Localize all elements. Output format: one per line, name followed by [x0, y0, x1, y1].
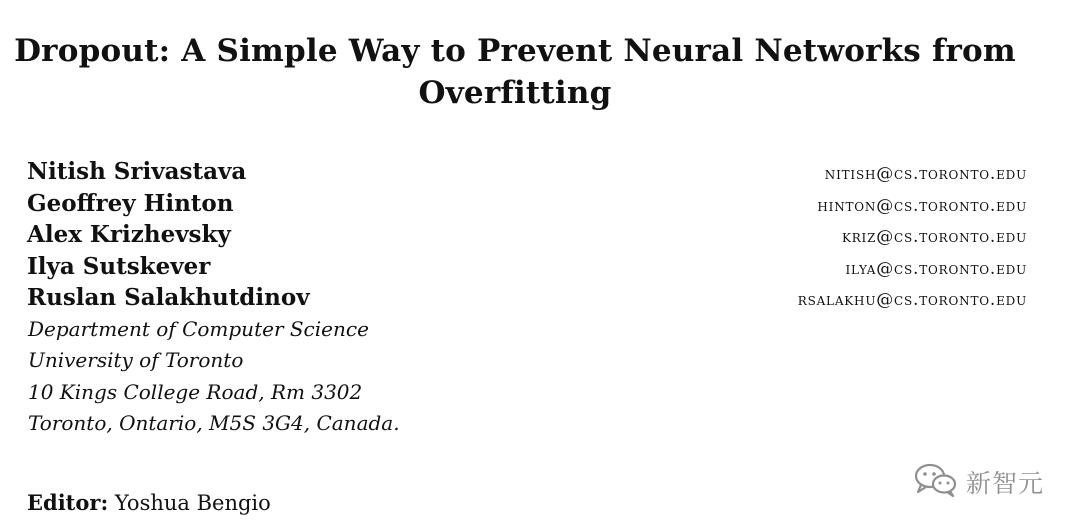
author-name: Alex Krizhevsky	[27, 221, 231, 248]
author-name: Ilya Sutskever	[27, 252, 211, 280]
wechat-icon	[914, 462, 958, 502]
watermark-text: 新智元	[966, 469, 1045, 498]
author-email: kriz@cs.toronto.edu	[841, 227, 1027, 247]
author-name: Nitish Srivastava	[27, 158, 247, 185]
title-line-2: Overfitting	[418, 75, 612, 111]
author-email: hinton@cs.toronto.edu	[817, 195, 1027, 216]
editor-line	[27, 489, 271, 517]
author-row	[27, 188, 1027, 220]
author-email: nitish@cs.toronto.edu	[824, 164, 1027, 184]
author-row	[27, 219, 1027, 251]
watermark	[914, 462, 1044, 502]
author-row	[27, 251, 1027, 283]
author-name: Geoffrey Hinton	[27, 189, 234, 217]
author-email: rsalakhu@cs.toronto.edu	[797, 290, 1027, 310]
author-name: Ruslan Salakhutdinov	[27, 284, 310, 311]
affiliation-block	[28, 314, 400, 439]
affiliation-university: University of Toronto	[28, 348, 244, 373]
author-list	[27, 156, 1027, 314]
author-row	[27, 282, 1027, 314]
affiliation-street: 10 Kings College Road, Rm 3302	[28, 379, 363, 404]
paper-title	[0, 30, 1030, 114]
author-row	[27, 156, 1027, 188]
affiliation-city: Toronto, Ontario, M5S 3G4, Canada.	[28, 410, 400, 435]
editor-label: Editor:	[27, 490, 109, 515]
author-email: ilya@cs.toronto.edu	[845, 258, 1027, 279]
editor-name: Yoshua Bengio	[114, 491, 271, 515]
affiliation-department: Department of Computer Science	[28, 317, 369, 341]
title-line-1: Dropout: A Simple Way to Prevent Neural Networks from	[14, 33, 1016, 69]
